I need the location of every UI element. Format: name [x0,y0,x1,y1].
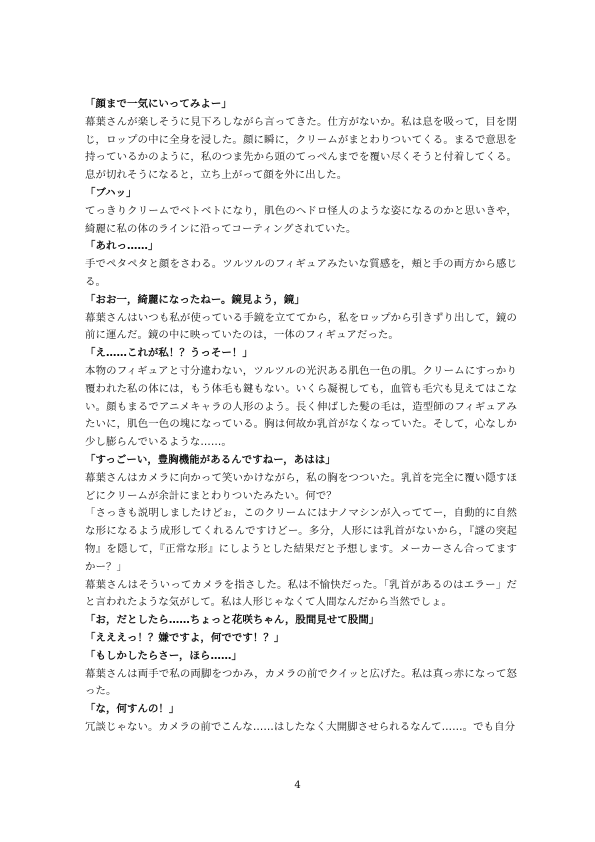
dialogue-line: 「ブハッ」 [85,186,137,199]
narration-paragraph: 「さっきも説明しましたけどぉ，このクリームにはナノマシンが入っててー，自動的に自然な形になるよう成形してくれるんですけどー。多分，人形には乳首がないから，『謎の突起物』を隠して，『正常な形』にしようとした結果だと予想します。メーカーさん合ってますかー？」 [85,507,517,573]
narration-paragraph: 幕葉さんは両手で私の両脚をつかみ，カメラの前でクイッと広げた。私は真っ赤になって怒った。 [85,667,517,698]
dialogue-line: 「顔まで一気にいってみよー」 [85,98,232,110]
narration-paragraph: 幕葉さんはいつも私が使っている手鏡を立ててから，私をロップから引きずり出して，鏡の前に運んだ。鏡の中に映っていたのは，一体のフィギュアだった。 [85,311,517,342]
dialogue-line: 「おお一，綺麗になったねー。鏡見よう，鏡」 [85,293,305,306]
dialogue-line: 「もしかしたらさー，ほら……」 [85,649,242,662]
narration-paragraph: 冗談じゃない。カメラの前でこんな……はしたなく大開脚させられるなんて……。でも自分 [85,720,516,733]
narration-paragraph: 本物のフィギュアと寸分違わない，ツルツルの光沢ある肌色一色の肌。クリームにすっかり覆われた私の体には，もう体毛も鍵もない。いくら凝視しても，血管も毛穴も見えてはこない。顔もまるでアニメキャラの人形のよう。長く伸ばした髪の毛は，造型師のフィギュアみたいに，肌色一色の塊になっている。胸は何故か乳首がなくなっていた。そして，心なしか少し膨らんでいるような……。 [85,364,517,449]
dialogue-line: 「お，だとしたら……ちょっと花咲ちゃん，股間見せて股間」 [85,614,380,627]
dialogue-line: 「えええっ！？嫌ですよ，何でです！？」 [85,631,285,644]
dialogue-line: 「え……これが私！？うっそー！」 [85,347,253,360]
narration-paragraph: 幕葉さんはカメラに向かって笑いかけながら，私の胸をつついた。乳首を完全に覆い隠すほどにクリームが余計にまとわりついたみたい。何で？ [85,471,517,502]
dialogue-line: 「あれっ……」 [85,240,159,253]
dialogue-line: 「な，何すんの！」 [85,703,180,716]
dialogue-line: 「すっごーい，豊胸機能があるんですねー，あはは」 [85,453,336,466]
narration-paragraph: 幕葉さんが楽しそうに見下ろしながら言ってきた。仕方がないか。私は息を吸って，目を閉じ，ロップの中に全身を浸した。顔に瞬に，クリームがまとわりついてくる。まるで意思を持っているかのように，私のつま先から頭のてっぺんまでを覆い尽くそうと付着してくる。息が切れそうになると，立ち上がって顔を外に出した。 [85,115,517,182]
page-number: 4 [294,780,301,791]
narration-paragraph: 手でペタペタと顔をさわる。ツルツルのフィギュアみたいな質感を，頬と手の両方から感じる。 [85,258,517,288]
narration-paragraph: てっきりクリームでベトベトになり，肌色のヘドロ怪人のような姿になるのかと思いきや，綺麗に私の体のラインに沿ってコーティングされていた。 [85,204,517,235]
body-text [85,96,517,737]
narration-paragraph: 幕葉さんはそういってカメラを指さした。私は不愉快だった。「乳首があるのはエラー」だと言われたような気がして。私は人形じゃなくて人間なんだから当然でしょ。 [85,578,517,609]
